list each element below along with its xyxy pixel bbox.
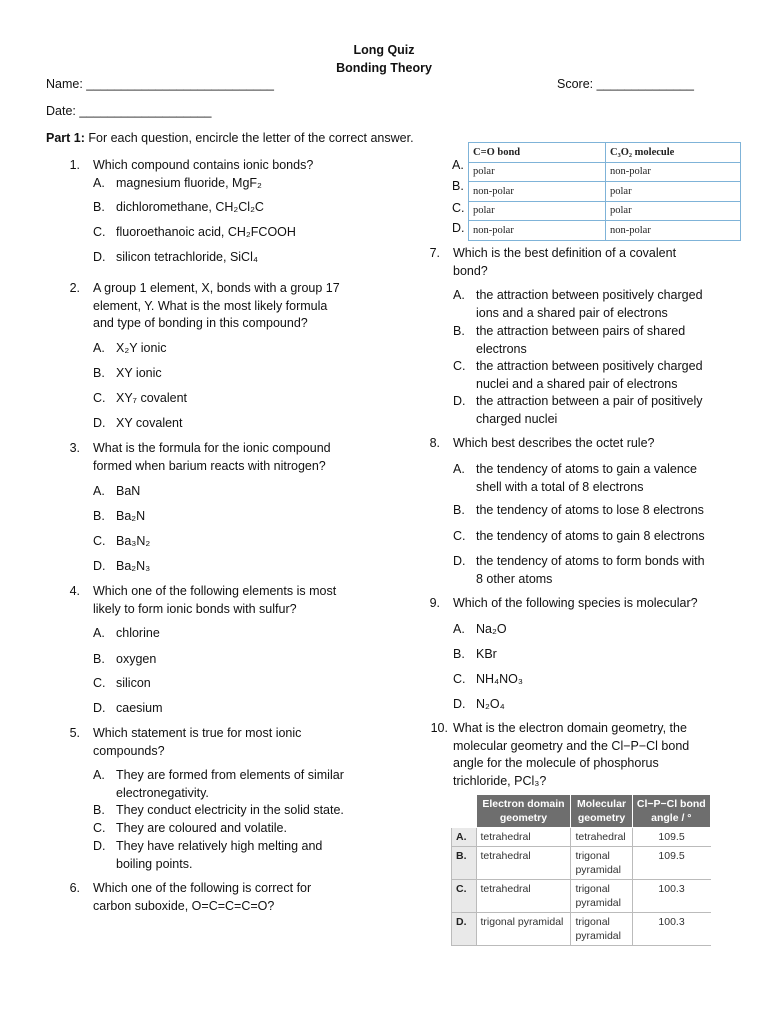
option-line: They are formed from elements of similar <box>116 768 344 782</box>
option-letter: B. <box>93 366 105 380</box>
question-text <box>453 245 753 280</box>
option-letter: B. <box>453 647 465 661</box>
option-letter: A. <box>93 768 105 782</box>
table-cell: trigonal pyramidal <box>476 913 571 946</box>
question-number: 4. <box>69 584 80 598</box>
option-text: silicon <box>116 676 151 690</box>
question-line: What is the formula for the ionic compound <box>93 441 331 455</box>
score-field[interactable]: Score: ______________ <box>557 77 694 91</box>
option-text: caesium <box>116 701 163 715</box>
row-letter[interactable]: B. <box>452 847 477 880</box>
option-text <box>476 461 746 496</box>
option-line: boiling points. <box>116 856 193 871</box>
option-letter: D. <box>93 250 106 264</box>
option-text: XY covalent <box>116 416 183 430</box>
question-number: 7. <box>429 246 440 260</box>
option-letter: C. <box>93 391 106 405</box>
option-letter: C. <box>93 821 106 835</box>
option-letter: A. <box>93 484 105 498</box>
option-text <box>476 358 746 393</box>
option-line: shell with a total of 8 electrons <box>476 479 644 494</box>
table-header: Electron domain geometry <box>476 795 571 828</box>
date-field[interactable]: Date: ___________________ <box>46 104 212 118</box>
option-text <box>116 838 396 873</box>
option-letter: D. <box>93 701 106 715</box>
table-cell: non-polar <box>606 162 741 182</box>
option-line: They have relatively high melting and <box>116 839 323 853</box>
table-cell: 109.5 <box>632 828 710 847</box>
question-line: Which is the best definition of a covalent <box>453 246 677 260</box>
option-letter: A. <box>93 341 105 355</box>
option-letter: B. <box>453 503 465 517</box>
option-text: BaN <box>116 484 141 498</box>
question-text <box>453 720 753 790</box>
option-text <box>476 287 746 322</box>
option-letter: A. <box>453 288 465 302</box>
table-cell: 100.3 <box>632 913 710 946</box>
option-text: oxygen <box>116 652 157 666</box>
option-letter: D. <box>453 394 466 408</box>
question-text <box>93 725 393 760</box>
name-field[interactable]: Name: ___________________________ <box>46 77 274 91</box>
table-cell: tetrahedral <box>476 847 571 880</box>
question-line: element, Y. What is the most likely formula <box>93 298 328 313</box>
question-line: formed when barium reacts with nitrogen? <box>93 458 326 473</box>
question-line: bond? <box>453 263 488 278</box>
row-letter[interactable]: C. <box>452 880 477 913</box>
table-cell: polar <box>606 182 741 202</box>
question-text <box>93 880 393 915</box>
question-line: Which one of the following elements is most <box>93 584 337 598</box>
option-letter: A. <box>453 622 465 636</box>
q6-option-letter[interactable]: A. <box>452 158 464 172</box>
option-letter: B. <box>453 324 465 338</box>
table-header: Molecular geometry <box>571 795 632 828</box>
option-text <box>476 393 746 428</box>
option-text: They conduct electricity in the solid state. <box>116 803 344 817</box>
question-line: carbon suboxide, O=C=C=C=O? <box>93 898 275 913</box>
question-text <box>93 280 393 333</box>
question-line: and type of bonding in this compound? <box>93 316 308 330</box>
table-cell: trigonal pyramidal <box>571 913 632 946</box>
option-text: Ba₂N <box>116 509 146 523</box>
q10-answer-table <box>451 794 711 946</box>
table-row <box>469 162 741 182</box>
table-cell: polar <box>469 162 606 182</box>
option-text: silicon tetrachloride, SiCl₄ <box>116 250 258 264</box>
option-line: the attraction between positively charged <box>476 359 703 373</box>
table-cell: trigonal pyramidal <box>571 880 632 913</box>
option-letter: D. <box>93 416 106 430</box>
row-letter[interactable]: D. <box>452 913 477 946</box>
question-text <box>93 583 393 618</box>
option-text: N₂O₄ <box>476 697 505 711</box>
question-line: likely to form ionic bonds with sulfur? <box>93 601 297 616</box>
option-line: the tendency of atoms to form bonds with <box>476 554 705 568</box>
option-text: chlorine <box>116 626 160 640</box>
table-row <box>469 182 741 202</box>
question-line: Which one of the following is correct for <box>93 881 312 895</box>
part1-instructions <box>46 131 414 145</box>
table-cell: trigonal pyramidal <box>571 847 632 880</box>
option-line: charged nuclei <box>476 411 558 426</box>
option-line: nuclei and a shared pair of electrons <box>476 376 678 391</box>
option-text <box>116 767 396 802</box>
option-letter: A. <box>93 626 105 640</box>
table-header: C=O bond <box>469 143 606 163</box>
option-text: Ba₂N₃ <box>116 559 151 573</box>
quiz-subtitle: Bonding Theory <box>336 61 432 75</box>
table-cell: polar <box>606 201 741 221</box>
question-number: 9. <box>429 596 440 610</box>
q6-answer-table <box>468 142 741 241</box>
table-cell: tetrahedral <box>476 880 571 913</box>
question-number: 6. <box>69 881 80 895</box>
table-cell: 100.3 <box>632 880 710 913</box>
table-cell: polar <box>469 201 606 221</box>
row-letter[interactable]: A. <box>452 828 477 847</box>
option-letter: A. <box>453 462 465 476</box>
option-letter: C. <box>453 672 466 686</box>
option-text: dichloromethane, CH₂Cl₂C <box>116 200 264 214</box>
question-line: A group 1 element, X, bonds with a group 17 <box>93 281 340 295</box>
option-text: Na₂O <box>476 622 507 636</box>
option-letter: C. <box>453 359 466 373</box>
option-text: the tendency of atoms to lose 8 electrons <box>476 503 704 517</box>
question-line: trichloride, PCl₃? <box>453 773 547 788</box>
option-text: XY₇ covalent <box>116 391 188 405</box>
question-line: compounds? <box>93 743 165 758</box>
option-letter: A. <box>93 176 105 190</box>
table-row[interactable] <box>452 880 711 913</box>
question-text: Which best describes the octet rule? <box>453 436 655 450</box>
option-line: 8 other atoms <box>476 571 553 586</box>
table-header-row <box>452 795 711 828</box>
question-line: molecular geometry and the Cl−P−Cl bond <box>453 738 690 753</box>
question-line: angle for the molecule of phosphorus <box>453 756 659 770</box>
question-number: 10. <box>430 721 448 735</box>
question-text <box>93 440 393 475</box>
table-header-row <box>469 143 741 163</box>
question-text: Which compound contains ionic bonds? <box>93 158 314 172</box>
option-text: X₂Y ionic <box>116 341 167 355</box>
option-text: the tendency of atoms to gain 8 electrons <box>476 529 705 543</box>
question-number: 3. <box>69 441 80 455</box>
option-line: the attraction between positively charged <box>476 288 703 302</box>
question-text: Which of the following species is molecular? <box>453 596 698 610</box>
table-row[interactable] <box>452 847 711 880</box>
option-text: fluoroethanoic acid, CH₂FCOOH <box>116 225 296 239</box>
option-line: the attraction between pairs of shared <box>476 324 686 338</box>
table-cell: non-polar <box>606 221 741 241</box>
table-cell: non-polar <box>469 182 606 202</box>
q6-option-letter[interactable]: B. <box>452 179 464 193</box>
q6-option-letter[interactable]: C. <box>452 201 465 215</box>
option-text <box>476 553 746 588</box>
part1-label: Part 1: <box>46 131 85 145</box>
table-row[interactable] <box>452 828 711 847</box>
part1-instruction-text: For each question, encircle the letter of the correct answer. <box>84 131 414 145</box>
option-letter: B. <box>93 200 105 214</box>
option-line: the tendency of atoms to gain a valence <box>476 462 697 476</box>
option-letter: C. <box>453 529 466 543</box>
table-row[interactable] <box>452 913 711 946</box>
table-cell: tetrahedral <box>571 828 632 847</box>
option-line: electronegativity. <box>116 785 209 800</box>
table-row <box>469 201 741 221</box>
table-cell: tetrahedral <box>476 828 571 847</box>
table-row <box>469 221 741 241</box>
question-number: 5. <box>69 726 80 740</box>
quiz-title: Long Quiz <box>353 43 415 57</box>
question-number: 2. <box>69 281 80 295</box>
option-letter: C. <box>93 225 106 239</box>
option-letter: B. <box>93 509 105 523</box>
option-letter: D. <box>453 697 466 711</box>
option-letter: C. <box>93 676 106 690</box>
table-cell: non-polar <box>469 221 606 241</box>
option-text: Ba₃N₂ <box>116 534 151 548</box>
option-letter: C. <box>93 534 106 548</box>
option-letter: B. <box>93 652 105 666</box>
option-letter: B. <box>93 803 105 817</box>
option-text: magnesium fluoride, MgF₂ <box>116 176 262 190</box>
question-number: 1. <box>69 158 80 172</box>
question-line: Which statement is true for most ionic <box>93 726 302 740</box>
option-letter: D. <box>93 559 106 573</box>
table-header-blank <box>452 795 477 828</box>
option-text: They are coloured and volatile. <box>116 821 287 835</box>
option-letter: D. <box>93 839 106 853</box>
q6-option-letter[interactable]: D. <box>452 221 465 235</box>
table-header: C₃O₂ molecule <box>606 143 741 163</box>
table-cell: 109.5 <box>632 847 710 880</box>
table-header: Cl−P−Cl bond angle / ° <box>632 795 710 828</box>
option-line: electrons <box>476 341 527 356</box>
option-letter: D. <box>453 554 466 568</box>
option-line: ions and a shared pair of electrons <box>476 305 668 320</box>
option-text: XY ionic <box>116 366 162 380</box>
question-line: What is the electron domain geometry, the <box>453 721 687 735</box>
option-text: NH₄NO₃ <box>476 672 523 686</box>
option-text: KBr <box>476 647 497 661</box>
question-number: 8. <box>429 436 440 450</box>
option-text <box>476 323 746 358</box>
option-line: the attraction between a pair of positively <box>476 394 703 408</box>
